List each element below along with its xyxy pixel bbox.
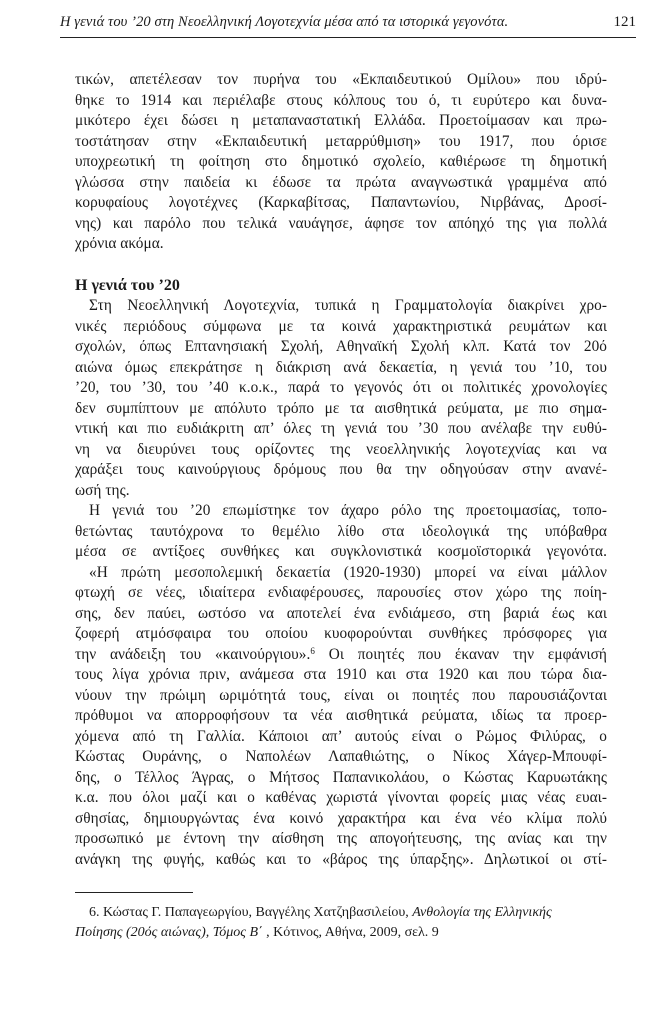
paragraph-4 bbox=[75, 563, 607, 871]
text-line: προσωπικό με έντονη την αίσθηση της απογοήτευσης, της ανίας και την bbox=[75, 830, 607, 847]
text-line: Κώστας Ουράνης, ο Ναπολέων Λαπαθιώτης, ο Νίκος Χάγερ-Μπουφί- bbox=[75, 748, 607, 765]
text-line: «Η πρώτη μεσοπολεμική δεκαετία (1920-1930) μπορεί να είναι μάλλον bbox=[89, 563, 607, 581]
text-line: χαράξει τους καινούργιους δρόμους που θα την οδηγούσαν στην ανανέ- bbox=[75, 461, 607, 478]
text-line: σθησίας, δημιουργώντας ένα κοινό χαρακτήρα και ένα νέο κλίμα πολύ bbox=[75, 809, 607, 827]
text-line: πρόθυμοι να απορροφήσουν τα νέα αισθητικά ρεύματα, ιδίως τα προερ- bbox=[75, 707, 607, 724]
paragraph-3 bbox=[75, 501, 607, 563]
text-line: Στη Νεοελληνική Λογοτεχνία, τυπικά η Γραμματολογία διακρίνει χρο- bbox=[89, 297, 607, 314]
text-line: νύουν την πρώιμη ωριμότητά τους, είναι οι ποιητές που παρουσιάζονται bbox=[75, 686, 607, 704]
text-line: υποχρεωτική τη φοίτηση στο δημοτικό σχολείο, καθιέρωσε τη δημοτική bbox=[75, 153, 607, 170]
text-line: νη να διευρύνει τους ορίζοντες της νεοελληνικής λογοτεχνίας και να bbox=[75, 440, 607, 458]
text-line: νικές περιόδους σύμφωνα με τα κοινά χαρακτηριστικά ρευμάτων και bbox=[75, 317, 607, 335]
page-header bbox=[60, 14, 636, 38]
section-heading: Η γενιά του ’20 bbox=[75, 276, 180, 294]
text-line: χόμενα από τη Γαλλία. Κάποιοι απ’ αυτούς είναι ο Ρώμος Φιλύρας, ο bbox=[75, 727, 607, 745]
paragraph-1 bbox=[75, 70, 607, 255]
text-line: θετώντας ταυτόχρονα το θεμέλιο λίθο στα ιδεολογικά της υπόβαθρα bbox=[75, 522, 607, 540]
text-line: ντική και πιο ευδιάκριτη απ’ όλες τη γενιά του ’30 που ανέλαβε την ευθύ- bbox=[75, 420, 607, 437]
text-line: θηκε το 1914 και περιέλαβε στους κόλπους του ό, τι ευρύτερο και δυνα- bbox=[75, 91, 607, 109]
text-line: αιώνα όμως επεκράτησε η διάκριση ανά δεκαετία, η γενιά του ’10, του bbox=[75, 358, 607, 376]
text-line: ’20, του ’30, του ’40 κ.ο.κ., παρά το γεγονός ότι οι πολιτικές χρονολογίες bbox=[75, 379, 607, 396]
page-number: 121 bbox=[613, 14, 636, 30]
running-title: Η γενιά του ’20 στη Νεοελληνική Λογοτεχνία μέσα από τα ιστορικά γεγονότα. bbox=[60, 14, 509, 30]
text-line: χρόνια ακόμα. bbox=[75, 235, 164, 252]
text-line: μικότερο έχει δώσει η μεταπαναστατική Ελλάδα. Προετοίμασαν και πρω- bbox=[75, 112, 607, 129]
text-line: νης) και παρόλο που τελικά ναυάγησε, άφησε τον απόηχό της για πολλά bbox=[75, 214, 607, 232]
footnote bbox=[75, 903, 607, 943]
text-line: μέσα σε αντίξοες συνθήκες και συγκλονιστικά κοσμοϊστορικά γεγονότα. bbox=[75, 543, 607, 560]
text-line: σχολών, όπως Επτανησιακή Σχολή, Αθηναϊκή Σχολή κλπ. Κατά τον 20ό bbox=[75, 338, 607, 355]
text-line-with-note bbox=[75, 645, 607, 666]
text-line: δεν συμπίπτουν με απόλυτο τρόπο με τα αισθητικά ρεύματα, με πιο σημα- bbox=[75, 399, 607, 417]
footnote-book-title: Ανθολογία της Ελληνικής bbox=[412, 905, 552, 920]
text-line: γλώσσα στην παιδεία κι έδωσε τα πρώτα αναγνωστικά γραμμένα από bbox=[75, 173, 607, 191]
text-segment: Οι ποιητές που έκαναν την εμφάνισή bbox=[314, 645, 607, 663]
footnote-line bbox=[75, 903, 607, 923]
text-line: δης, ο Τέλλος Άγρας, ο Μήτσος Παπανικολάου, ο Κώστας Καρυωτάκης bbox=[75, 768, 607, 786]
main-text bbox=[75, 70, 607, 870]
text-line: τικών, απετέλεσαν τον πυρήνα του «Εκπαιδευτικού Ομίλου» που ιδρύ- bbox=[75, 71, 607, 88]
text-line: τοστάτησαν στην «Εκπαιδευτική μεταρρύθμιση» του 1917, που όρισε bbox=[75, 132, 607, 150]
text-line: Η γενιά του ’20 επωμίστηκε τον άχαρο ρόλο της προετοιμασίας, τοπο- bbox=[89, 502, 607, 519]
text-line: τους λίγα χρόνια πριν, ανάμεσα στα 1910 και στα 1920 και που τώρα δια- bbox=[75, 666, 607, 683]
text-line: κορυφαίους λογοτέχνες (Καρκαβίτσας, Παπαντωνίου, Νιρβάνας, Δροσί- bbox=[75, 194, 607, 211]
text-line: ζοφερή ατμόσφαιρα του οποίου κυοφορούνται συνθήκες πρόσφορες για bbox=[75, 625, 607, 642]
text-line: φτωχή σε νέες, ιδιαίτερα ενδιαφέρουσες, παρουσίες στον χώρο της ποίη- bbox=[75, 584, 607, 601]
text-line: ανάγκη της φυγής, καθώς και το «βάρος της ύπαρξης». Δηλωτικοί οι στί- bbox=[75, 850, 607, 868]
footnote-marker: 6 bbox=[310, 645, 315, 656]
footnote-divider bbox=[75, 892, 193, 893]
text-line: σης, δεν παύει, ωστόσο να αποτελεί ένα ενδιάμεσο, στη βαριά έως και bbox=[75, 604, 607, 622]
footnote-line bbox=[75, 923, 607, 943]
text-line: κ.α. που όλοι μαζί και ο καθένας χωριστά γίνονται φορείς μιας νέας ευαι- bbox=[75, 789, 607, 806]
text-segment: την ανάδειξη του «καινούργιου». bbox=[75, 645, 311, 663]
paragraph-2 bbox=[75, 296, 607, 501]
footnote-book-title: Ποίησης (20ός αιώνας), Τόμος Β΄ bbox=[75, 925, 263, 940]
text-line: ωσή της. bbox=[75, 481, 130, 499]
footnote-authors: 6. Κώστας Γ. Παπαγεωργίου, Βαγγέλης Χατζηβασιλείου, bbox=[89, 905, 413, 920]
footnote-publication: , Κότινος, Αθήνα, 2009, σελ. 9 bbox=[262, 925, 439, 940]
